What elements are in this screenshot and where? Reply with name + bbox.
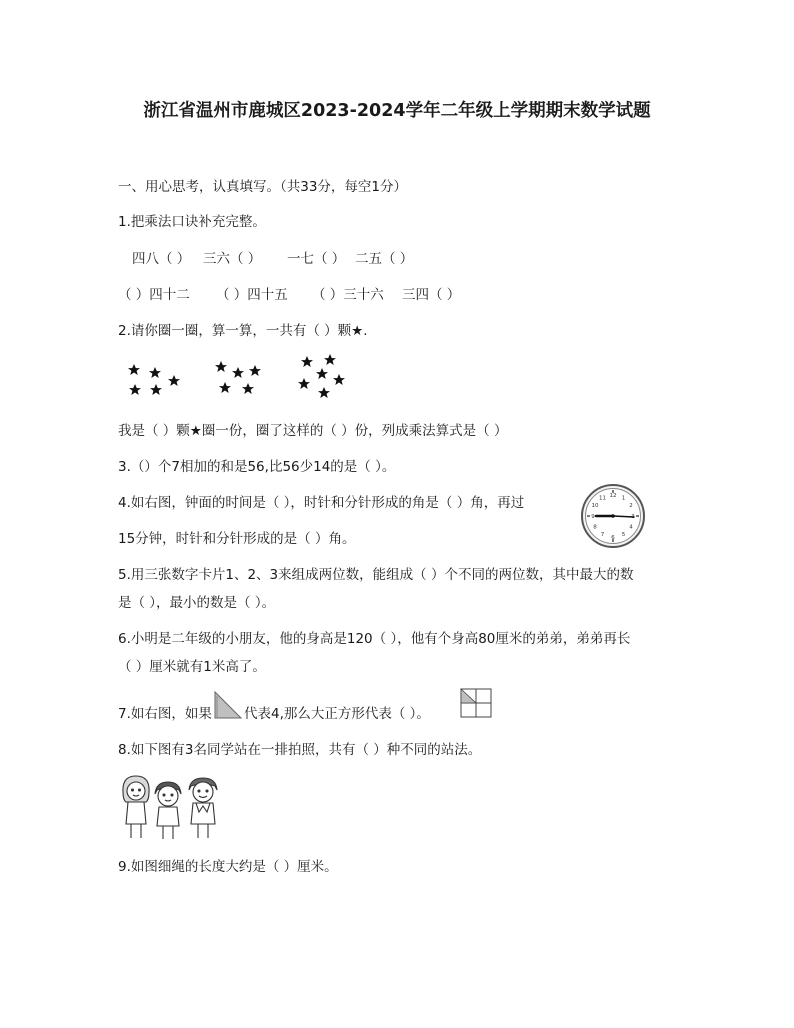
q1-blank-3: 一七（ ） [287,251,346,267]
question-4-line-1: 4.如右图，钟面的时间是（ ），时针和分针形成的角是（ ）角，再过 [118,495,525,511]
svg-text:11: 11 [599,495,606,502]
q1-blank-4: 二五（ ） [355,251,414,267]
student-girl [123,776,149,838]
question-9: 9.如图细绳的长度大约是（ ）厘米。 [118,859,338,875]
question-5-line-1: 5.用三张数字卡片1、2、3来组成两位数，能组成（ ）个不同的两位数，其中最大的数 [118,567,634,583]
question-3: 3.（）个7相加的和是56,比56少14的是（ ）。 [118,459,396,475]
star-group-2 [215,361,261,394]
student-boy-1 [155,782,181,839]
svg-text:7: 7 [600,532,605,538]
question-7-suffix: 代表4,那么大正方形代表（ ）。 [244,706,430,722]
student-boy-2 [189,778,217,838]
three-students-figure [116,772,226,842]
big-square-figure [460,688,492,718]
stars-figure [118,350,358,402]
q1-blank-6: （ ）四十五 [216,287,288,303]
svg-text:6: 6 [611,535,615,541]
svg-text:4: 4 [629,524,633,531]
question-6-line-2: （ ）厘米就有1米高了。 [118,659,266,675]
q1-blank-5: （ ）四十二 [118,287,190,303]
star-group-1 [128,364,180,395]
question-2-line-2: 我是（ ）颗★圈一份，圈了这样的（ ）份，列成乘法算式是（ ） [118,423,508,439]
q1-blank-2: 三六（ ） [203,251,262,267]
clock-icon [580,483,646,549]
svg-text:5: 5 [621,532,626,538]
question-4-line-2: 15分钟，时针和分针形成的是（ ）角。 [118,531,356,547]
q1-blank-1: 四八（ ） [132,251,191,267]
svg-text:2: 2 [629,503,633,509]
svg-text:12: 12 [609,493,617,499]
question-8: 8.如下图有3名同学站在一排拍照，共有（ ）种不同的站法。 [118,742,482,758]
question-7-prefix: 7.如右图，如果 [118,706,212,722]
svg-text:9: 9 [591,514,595,520]
question-6-line-1: 6.小明是二年级的小朋友，他的身高是120（ ），他有个身高80厘米的弟弟，弟弟再长 [118,631,631,647]
page-title: 浙江省温州市鹿城区2023-2024学年二年级上学期期末数学试题 [143,101,651,121]
svg-text:10: 10 [591,503,599,509]
svg-text:1: 1 [621,495,626,502]
svg-text:8: 8 [593,524,597,531]
question-5-line-2: 是（ ），最小的数是（ ）。 [118,595,276,611]
question-1: 1.把乘法口诀补充完整。 [118,214,266,230]
small-triangle-figure [213,690,243,720]
q1-blank-8: 三四（ ） [402,287,461,303]
question-2: 2.请你圈一圈，算一算，一共有（ ）颗★. [118,323,368,339]
section-heading: 一、用心思考，认真填写。（共33分，每空1分） [118,179,408,195]
star-group-3 [298,354,345,398]
q1-blank-7: （ ）三十六 [312,287,384,303]
